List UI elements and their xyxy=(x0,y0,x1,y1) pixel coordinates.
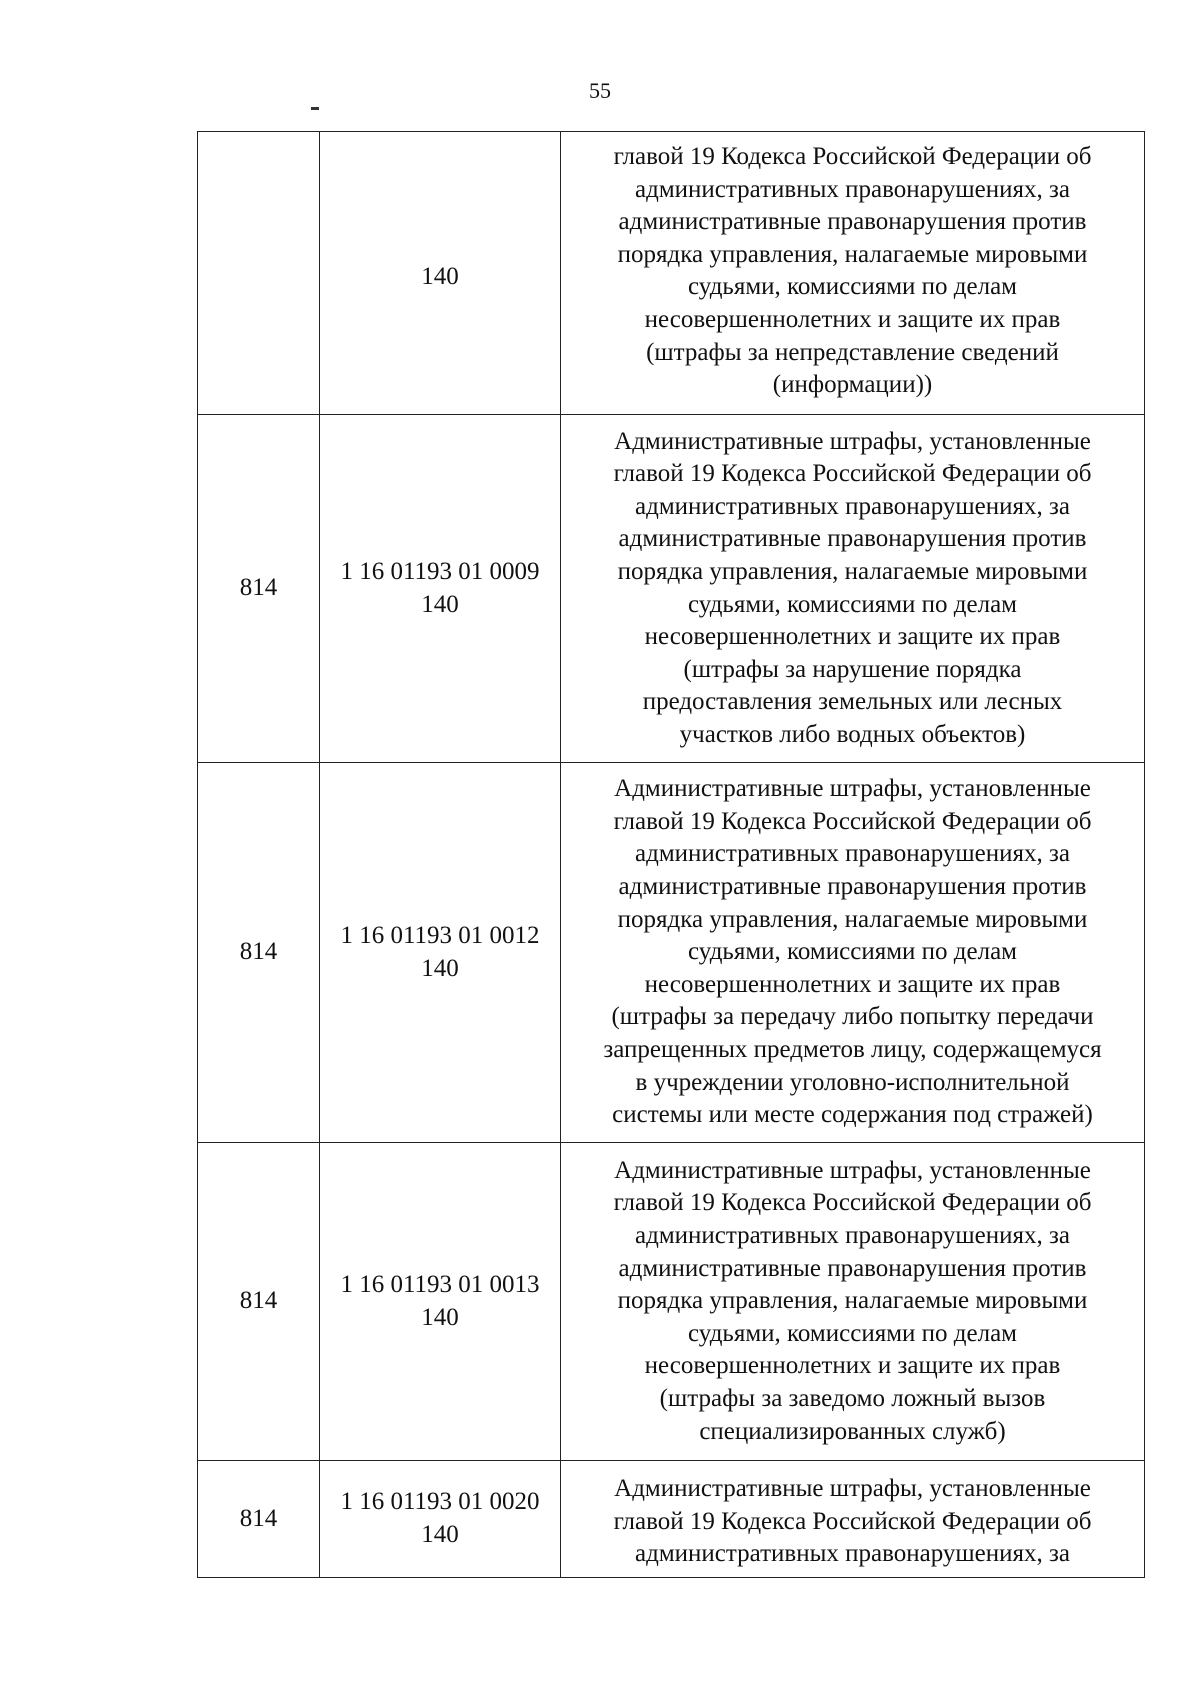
page-number: 55 xyxy=(589,78,611,103)
budget-classification-code-cell: 1 16 01193 01 0013 140 xyxy=(320,1143,561,1461)
table-row xyxy=(198,132,1145,415)
admin-code-cell: 814 xyxy=(198,415,320,763)
revenue-description-cell: главой 19 Кодекса Российской Федерации об административных правонарушениях, за административные правонарушения против порядка управления, налагаемые мировыми судьями, комиссиями по делам несовершеннолетних и защите их прав (штрафы за непредставление сведений (информации)) xyxy=(561,132,1145,415)
admin-code-cell xyxy=(198,132,320,415)
scan-dash-mark xyxy=(311,107,319,110)
admin-code-cell: 814 xyxy=(198,1461,320,1578)
revenue-description-cell: Административные штрафы, установленные главой 19 Кодекса Российской Федерации об административных правонарушениях, за административные правонарушения против порядка управления, налагаемые мировыми судьями, комиссиями по делам несовершеннолетних и защите их прав (штрафы за нарушение порядка предоставления земельных или лесных участков либо водных объектов) xyxy=(561,415,1145,763)
revenue-description-cell: Административные штрафы, установленные главой 19 Кодекса Российской Федерации об административных правонарушениях, за административные правонарушения против порядка управления, налагаемые мировыми судьями, комиссиями по делам несовершеннолетних и защите их прав (штрафы за передачу либо попытку передачи запрещенных предметов лицу, содержащемуся в учреждении уголовно-исполнительной системы или месте содержания под стражей) xyxy=(561,763,1145,1143)
budget-classification-code-cell: 1 16 01193 01 0009 140 xyxy=(320,415,561,763)
admin-code-cell: 814 xyxy=(198,1143,320,1461)
admin-code-cell: 814 xyxy=(198,763,320,1143)
budget-classification-code-cell: 140 xyxy=(320,132,561,415)
budget-codes-table xyxy=(197,131,1145,1578)
revenue-description-cell: Административные штрафы, установленные главой 19 Кодекса Российской Федерации об административных правонарушениях, за административные правонарушения против порядка управления, налагаемые мировыми судьями, комиссиями по делам несовершеннолетних и защите их прав (штрафы за заведомо ложный вызов специализированных служб) xyxy=(561,1143,1145,1461)
revenue-description-cell: Административные штрафы, установленные главой 19 Кодекса Российской Федерации об административных правонарушениях, за xyxy=(561,1461,1145,1578)
table-row xyxy=(198,415,1145,763)
budget-classification-code-cell: 1 16 01193 01 0012 140 xyxy=(320,763,561,1143)
table-row xyxy=(198,1143,1145,1461)
table-row xyxy=(198,763,1145,1143)
table-row xyxy=(198,1461,1145,1578)
budget-classification-code-cell: 1 16 01193 01 0020 140 xyxy=(320,1461,561,1578)
